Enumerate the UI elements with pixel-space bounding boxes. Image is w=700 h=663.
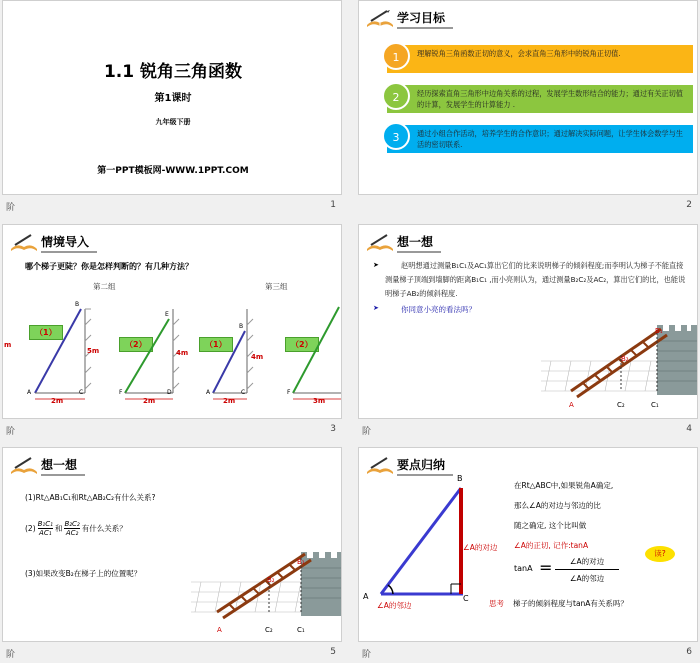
site-label: 第一PPT模板网-WWW.1PPT.COM — [97, 166, 249, 176]
objective-item — [387, 125, 693, 153]
paragraph-2: 你同意小亮的看法吗？ — [401, 305, 476, 314]
objective-item — [387, 85, 693, 113]
point-label: B₁ — [655, 327, 663, 335]
ladder-wall-diagram — [191, 552, 342, 632]
slide-title: 1.1 锐角三角函数 — [103, 62, 243, 82]
slide-footer: 阶 — [362, 427, 372, 437]
point-label: C — [241, 389, 246, 396]
slide-number: 4 — [686, 424, 692, 434]
slide-footer: 阶 — [6, 427, 16, 437]
book-pen-icon — [365, 456, 395, 476]
slide-number: 1 — [330, 200, 336, 210]
slide-header — [365, 7, 453, 29]
slide-thumb-5[interactable] — [2, 447, 342, 663]
adjacent-side-label: ∠A的邻边 — [377, 601, 412, 610]
figure-tag: （1） — [29, 325, 63, 340]
point-label: B₂ — [621, 355, 629, 363]
slide-canvas — [2, 0, 342, 195]
slide-header — [9, 454, 85, 476]
point-label: C₁ — [297, 626, 305, 634]
fraction-numerator: B₁C₁ — [37, 520, 53, 528]
point-label: F — [287, 389, 291, 396]
point-label: A — [217, 626, 222, 634]
think-label: 思考 — [489, 599, 504, 608]
book-pen-icon — [9, 233, 39, 253]
book-pen-icon — [365, 233, 395, 253]
objective-number: 2 — [382, 82, 410, 110]
question-2-suffix: 有什么关系？ — [81, 524, 127, 533]
equals-sign: = — [539, 558, 553, 577]
slide-number: 6 — [686, 647, 692, 657]
tan-label: tanA — [514, 564, 533, 573]
point-label: A — [27, 389, 32, 396]
point-label: F — [119, 389, 123, 396]
question-2-and: 和 — [54, 524, 63, 533]
vertex-label: C — [463, 594, 469, 603]
definition-line: 随之确定, 这个比叫做 — [514, 521, 587, 530]
bullet-icon: ➤ — [373, 304, 379, 312]
objective-number: 3 — [382, 122, 410, 150]
ladder-figure — [23, 301, 103, 405]
figure-tag: （2） — [285, 337, 319, 352]
book-pen-icon — [9, 456, 39, 476]
point-label: E — [165, 311, 169, 318]
height-label: 5m — [87, 347, 100, 355]
fraction-denominator: AC₁ — [39, 529, 52, 537]
header-title: 想一想 — [41, 456, 85, 476]
slide-canvas — [358, 447, 698, 642]
fraction-numerator: B₂C₂ — [64, 520, 80, 528]
slide-thumb-4[interactable] — [358, 224, 698, 440]
slide-thumb-6[interactable] — [358, 447, 698, 663]
header-title: 要点归纳 — [397, 456, 453, 476]
slide-canvas — [2, 447, 342, 642]
slide-thumb-2[interactable] — [358, 0, 698, 216]
point-label: B — [75, 301, 80, 308]
ladder-diagram — [265, 305, 342, 405]
slide-number: 3 — [330, 424, 336, 434]
figure-tag: （1） — [199, 337, 233, 352]
slide-header — [9, 231, 97, 253]
header-title: 学习目标 — [397, 9, 453, 29]
objective-text: 经历探索直角三角形中边角关系的过程，发展学生数形结合的能力；通过有关正切值的计算，发展学生的计算能力 . — [417, 89, 683, 109]
question-3: (3)如果改变B₂在梯子上的位置呢？ — [25, 569, 142, 578]
bullet-icon: ➤ — [373, 261, 379, 269]
figure-tag: （2） — [119, 337, 153, 352]
base-label: 2m — [143, 397, 156, 405]
slide-thumb-3[interactable] — [2, 224, 342, 440]
height-label: 4m — [176, 349, 189, 357]
point-label: B₁ — [297, 558, 305, 566]
slide-footer: 阶 — [6, 203, 16, 213]
height-label: 4m — [251, 353, 264, 361]
fraction-numerator: ∠A的对边 — [555, 556, 619, 570]
header-title: 想一想 — [397, 233, 441, 253]
slide-number: 2 — [686, 200, 692, 210]
slide-number: 5 — [330, 647, 336, 657]
read-callout[interactable] — [645, 546, 675, 562]
opposite-side-label: ∠A的对边 — [463, 543, 498, 552]
ladder-figure — [265, 305, 342, 405]
base-label: 2m — [51, 397, 64, 405]
point-label: A — [206, 389, 211, 396]
question-text: 哪个梯子更陡？你是怎样判断的？有几种方法？ — [25, 262, 193, 271]
slide-header — [365, 454, 453, 476]
base-label: 2m — [223, 397, 236, 405]
question-2 — [25, 520, 127, 537]
group-label: 第二组 — [93, 282, 116, 291]
grade-label: 九年级下册 — [155, 118, 191, 126]
edge-mark: m — [4, 341, 12, 349]
point-label: B — [239, 323, 244, 330]
point-label: C₁ — [651, 401, 659, 409]
objective-text: 通过小组合作活动，培养学生的合作意识；通过解决实际问题，让学生体会数学与生活的密切联系. — [417, 129, 683, 149]
slide-thumb-1[interactable] — [2, 0, 342, 216]
slide-canvas — [358, 0, 698, 195]
question-1: (1)Rt△AB₁C₁和Rt△AB₂C₂有什么关系? — [25, 493, 156, 502]
slide-footer: 阶 — [6, 650, 16, 660]
ladder-figure — [103, 305, 189, 405]
group-label: 第三组 — [265, 282, 288, 291]
definition-line: 那么∠A的对边与邻边的比 — [514, 501, 601, 510]
objective-item — [387, 45, 693, 73]
definition-line: ∠A的正切, 记作:tanA — [514, 541, 589, 550]
objective-number: 1 — [382, 42, 410, 70]
fraction — [64, 520, 79, 537]
point-label: C₂ — [265, 626, 273, 634]
read-callout-text: 读? — [654, 549, 666, 558]
point-label: C — [79, 389, 84, 396]
slide-subtitle: 第1课时 — [154, 93, 192, 104]
ladder-figure — [189, 305, 269, 405]
fraction-denominator: ∠A的邻边 — [569, 574, 605, 583]
point-label: C₂ — [617, 401, 625, 409]
point-label: A — [569, 401, 574, 409]
paragraph-1: 赵明想通过测量B₁C₁及AC₁算出它们的比来说明梯子的倾斜程度;而李明认为梯子不能直接测量梯子顶端到墙脚的距离B₁C₁ ,而小亮则认为，通过测量B₂C₂及AC₂，算出它们的比，也能说明梯子AB₂的倾斜程度. — [385, 261, 686, 298]
definition-line: 在Rt△ABC中,如果锐角A确定, — [514, 481, 614, 490]
question-2-prefix: (2) — [25, 524, 36, 533]
base-label: 3m — [313, 397, 326, 405]
think-question: 梯子的倾斜程度与tanA有关系吗？ — [513, 599, 628, 608]
objective-text: 理解锐角三角函数正切的意义，会求直角三角形中的锐角正切值. — [417, 49, 621, 58]
tan-fraction — [555, 556, 619, 584]
slide-canvas — [2, 224, 342, 419]
point-label: D — [167, 389, 172, 396]
slide-header — [365, 231, 441, 253]
slide-footer: 阶 — [362, 650, 372, 660]
fraction — [38, 520, 53, 537]
header-title: 情境导入 — [41, 233, 97, 253]
point-label: B₂ — [267, 576, 275, 584]
slide-canvas — [358, 224, 698, 419]
vertex-label: B — [457, 474, 463, 483]
fraction-denominator: AC₂ — [65, 529, 79, 537]
book-pen-icon — [365, 9, 395, 29]
ladder-diagram — [23, 305, 103, 405]
vertex-label: A — [363, 592, 369, 601]
